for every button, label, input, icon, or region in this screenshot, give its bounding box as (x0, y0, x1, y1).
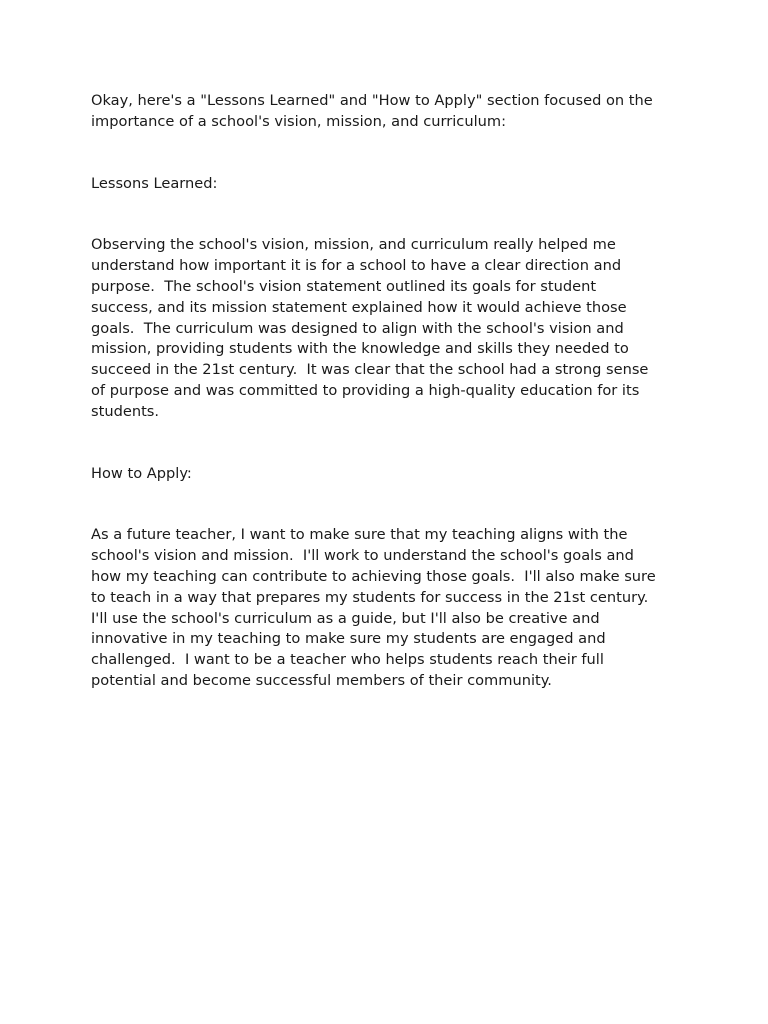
intro-line: Okay, here's a "Lessons Learned" and "How to Apply" section focused on the (91, 92, 653, 109)
apply-line: challenged. I want to be a teacher who helps students reach their full (91, 651, 604, 669)
apply-line: As a future teacher, I want to make sure that my teaching aligns with the (91, 526, 628, 544)
lessons-line: mission, providing students with the knowledge and skills they needed to (91, 340, 629, 358)
lessons-heading: Lessons Learned: (91, 174, 218, 192)
apply-heading: How to Apply: (91, 464, 192, 482)
apply-paragraph (91, 525, 691, 691)
lessons-line: succeed in the 21st century. It was clear that the school had a strong sense (91, 361, 649, 379)
apply-line: I'll use the school's curriculum as a guide, but I'll also be creative and (91, 609, 600, 627)
lessons-line: goals. The curriculum was designed to align with the school's vision and (91, 319, 624, 337)
lessons-line: students. (91, 402, 160, 420)
apply-line: potential and become successful members of their community. (91, 671, 552, 689)
intro-paragraph (91, 91, 691, 133)
lessons-line: Observing the school's vision, mission, and curriculum really helped me (91, 236, 616, 254)
lessons-line: purpose. The school's vision statement outlined its goals for student (91, 277, 597, 295)
apply-line: to teach in a way that prepares my students for success in the 21st century. (91, 588, 649, 606)
apply-line: how my teaching can contribute to achieving those goals. I'll also make sure (91, 567, 656, 585)
apply-line: school's vision and mission. I'll work to understand the school's goals and (91, 547, 634, 565)
document-page (91, 91, 691, 692)
lessons-line: success, and its mission statement explained how it would achieve those (91, 298, 627, 316)
apply-line: innovative in my teaching to make sure my students are engaged and (91, 630, 606, 648)
lessons-line: understand how important it is for a school to have a clear direction and (91, 257, 622, 275)
lessons-paragraph (91, 235, 691, 422)
intro-line: importance of a school's vision, mission, and curriculum: (91, 112, 507, 130)
lessons-line: of purpose and was committed to providing a high-quality education for its (91, 381, 640, 399)
